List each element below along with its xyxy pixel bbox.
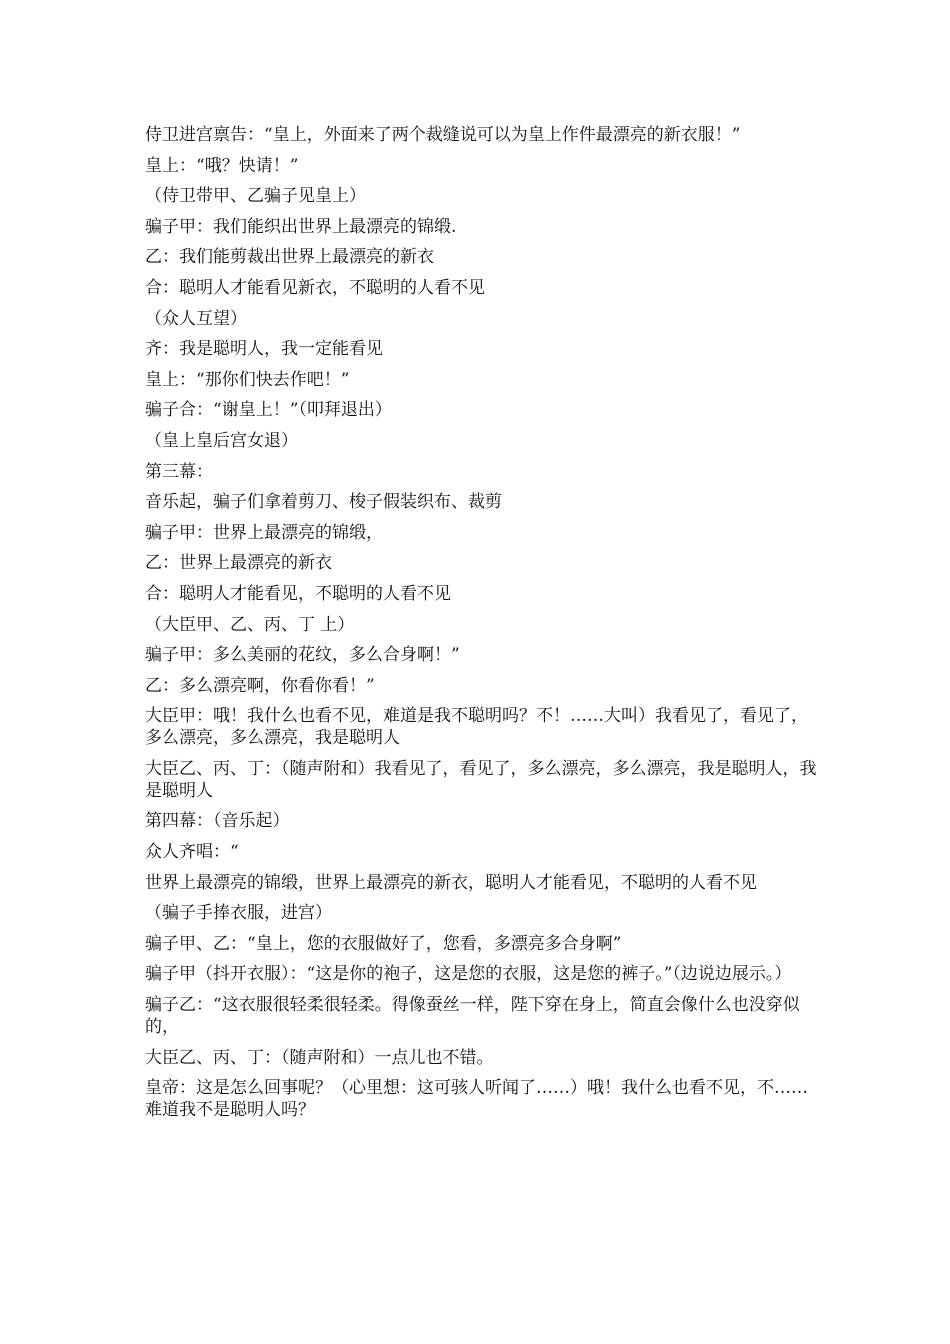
- text-line: 骗子甲：世界上最漂亮的锦缎，: [145, 522, 383, 543]
- text-line: 皇上：“那你们快去作吧！”: [145, 369, 350, 390]
- text-line: 合：聪明人才能看见，不聪明的人看不见: [145, 583, 451, 604]
- script-text: [145, 124, 817, 1130]
- text-line: （侍卫带甲、乙骗子见皇上）: [145, 186, 366, 207]
- text-line: 乙：世界上最漂亮的新衣: [145, 553, 332, 574]
- text-line: 大臣甲：哦！我什么也看不见，难道是我不聪明吗？不！……大叫）我看见了，看见了，多么漂亮，多么漂亮，我是聪明人: [145, 706, 808, 749]
- text-line: 皇上：“哦？快请！”: [145, 155, 299, 176]
- text-line: 世界上最漂亮的锦缎，世界上最漂亮的新衣，聪明人才能看见，不聪明的人看不见: [145, 872, 757, 893]
- text-line: 乙：我们能剪裁出世界上最漂亮的新衣: [145, 247, 434, 268]
- text-line: （骗子手捧衣服，进宫）: [145, 903, 332, 924]
- text-line: 齐：我是聪明人，我一定能看见: [145, 339, 383, 360]
- text-line: 骗子甲（抖开衣服）：“这是你的袍子，这是您的衣服，这是您的裤子。”（边说边展示。）: [145, 964, 792, 985]
- text-line: 合：聪明人才能看见新衣，不聪明的人看不见: [145, 277, 485, 298]
- text-line: （大臣甲、乙、丙、丁 上）: [145, 614, 355, 635]
- act-heading: 第四幕：（音乐起）: [145, 811, 290, 832]
- text-line: 大臣乙、丙、丁：（随声附和）一点儿也不错。: [145, 1047, 494, 1068]
- text-line: 骗子甲、乙：“皇上，您的衣服做好了，您看，多漂亮多合身啊”: [145, 933, 622, 954]
- text-line: （皇上皇后宫女退）: [145, 430, 298, 451]
- text-line: 骗子甲：我们能织出世界上最漂亮的锦缎.: [145, 216, 457, 237]
- text-line: 大臣乙、丙、丁：（随声附和）我看见了，看见了，多么漂亮，多么漂亮，我是聪明人，我是聪明人: [145, 758, 817, 801]
- text-line: 乙：多么漂亮啊，你看你看！”: [145, 675, 375, 696]
- text-line: 众人齐唱：“: [145, 842, 239, 863]
- text-line: 侍卫进宫禀告：“皇上，外面来了两个裁缝说可以为皇上作件最漂亮的新衣服！”: [145, 125, 741, 145]
- act-heading: 第三幕：: [145, 461, 213, 482]
- text-line: 骗子合：“谢皇上！”（叩拜退出）: [145, 400, 392, 421]
- text-line: 皇帝：这是怎么回事呢？（心里想：这可骇人听闻了……）哦！我什么也看不见，不……难道我不是聪明人吗？: [145, 1078, 808, 1121]
- text-line: 骗子乙：“这衣服很轻柔很轻柔。得像蚕丝一样，陛下穿在身上，简直会像什么也没穿似的，: [145, 995, 800, 1038]
- text-line: 音乐起，骗子们拿着剪刀、梭子假装织布、裁剪: [145, 492, 502, 513]
- text-line: 骗子甲：多么美丽的花纹，多么合身啊！”: [145, 645, 460, 666]
- text-line: （众人互望）: [145, 308, 247, 329]
